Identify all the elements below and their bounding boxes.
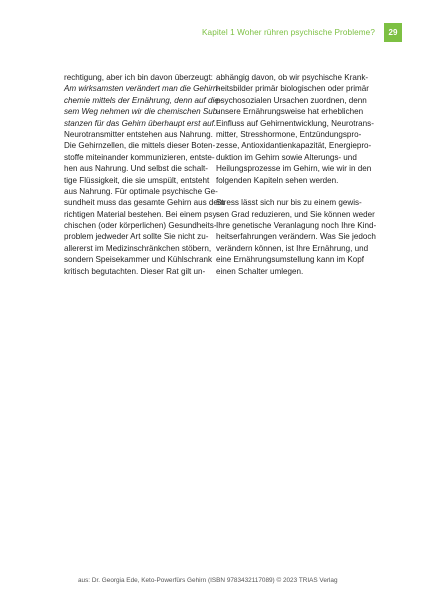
text-line-emphasis: stanzen für das Gehirn überhaupt erst auf. <box>64 118 217 128</box>
text-line: chischen (oder körperlichen) Gesundheits- <box>64 221 217 231</box>
text-line: sen Grad reduzieren, und Sie können weder <box>216 209 375 219</box>
text-line: allererst im Medizinschränkchen stöbern, <box>64 243 212 253</box>
text-line: folgenden Kapiteln sehen werden. <box>216 175 339 185</box>
text-line: verändern können, ist Ihre Ernährung, und <box>216 243 369 253</box>
text-line-emphasis: Am wirksamsten verändert man die Gehirn- <box>64 84 221 94</box>
text-line: problem jedweder Art sollte Sie nicht zu- <box>64 232 209 242</box>
text-line: Neurotransmitter entstehen aus Nahrung. <box>64 129 213 139</box>
text-line-emphasis: chemie mittels der Ernährung, denn auf die- <box>64 95 222 105</box>
text-line: zesse, Antioxidantienkapazität, Energiepro- <box>216 141 372 151</box>
text-line: eine Ernährungsumstellung kann im Kopf <box>216 255 365 265</box>
text-line: heitserfahrungen verändern. Was Sie jedoch <box>216 232 376 242</box>
text-line: hen aus Nahrung. Und selbst die schalt- <box>64 164 208 174</box>
text-line: unsere Ernährungsweise hat erheblichen <box>216 107 364 117</box>
left-text-column <box>64 72 225 277</box>
text-line: rechtigung, aber ich bin davon überzeugt: <box>64 73 213 82</box>
text-line: tige Flüssigkeit, die sie umspült, entsteht <box>64 175 210 185</box>
text-line: sondern Speisekammer und Kühlschrank <box>64 255 213 265</box>
text-line: einen Schalter umlegen. <box>216 266 304 276</box>
text-line: Stress lässt sich nur bis zu einem gewis- <box>216 198 362 208</box>
right-text-column <box>216 72 377 277</box>
text-line: Ihre genetische Veranlagung noch Ihre Kind- <box>216 221 377 231</box>
text-line: kritisch begutachten. Dieser Rat gilt un- <box>64 266 206 276</box>
text-line: duktion im Gehirn sowie Alterungs- und <box>216 152 357 162</box>
text-line: psychosozialen Ursachen zuordnen, denn <box>216 95 367 105</box>
text-line: Einfluss auf Gehirnentwicklung, Neurotrans- <box>216 118 374 128</box>
text-line-emphasis: sem Weg nehmen wir die chemischen Sub- <box>64 107 220 117</box>
running-header-chapter-title: Kapitel 1 Woher rühren psychische Probleme? <box>202 28 375 37</box>
text-line: sundheit muss das gesamte Gehirn aus dem <box>64 198 225 208</box>
text-line: aus Nahrung. Für optimale psychische Ge- <box>64 186 218 196</box>
text-line: Die Gehirnzellen, die mittels dieser Boten- <box>64 141 216 151</box>
text-line: abhängig davon, ob wir psychische Krank- <box>216 73 369 82</box>
footer-copyright-credit: aus: Dr. Georgia Ede, Keto-Powerfürs Gehirn (ISBN 9783432117089) © 2023 TRIAS Verlag <box>78 577 338 584</box>
text-line: stoffe miteinander kommunizieren, entste- <box>64 152 215 162</box>
paragraph-gap <box>216 186 356 197</box>
text-line: Heilungsprozesse im Gehirn, wie wir in den <box>216 164 372 174</box>
page-number-badge: 29 <box>384 23 402 42</box>
text-line: mitter, Stresshormone, Entzündungspro- <box>216 129 362 139</box>
text-line: richtigen Material bestehen. Bei einem psy- <box>64 209 220 219</box>
text-line: heitsbilder primär biologischen oder primär <box>216 84 369 94</box>
